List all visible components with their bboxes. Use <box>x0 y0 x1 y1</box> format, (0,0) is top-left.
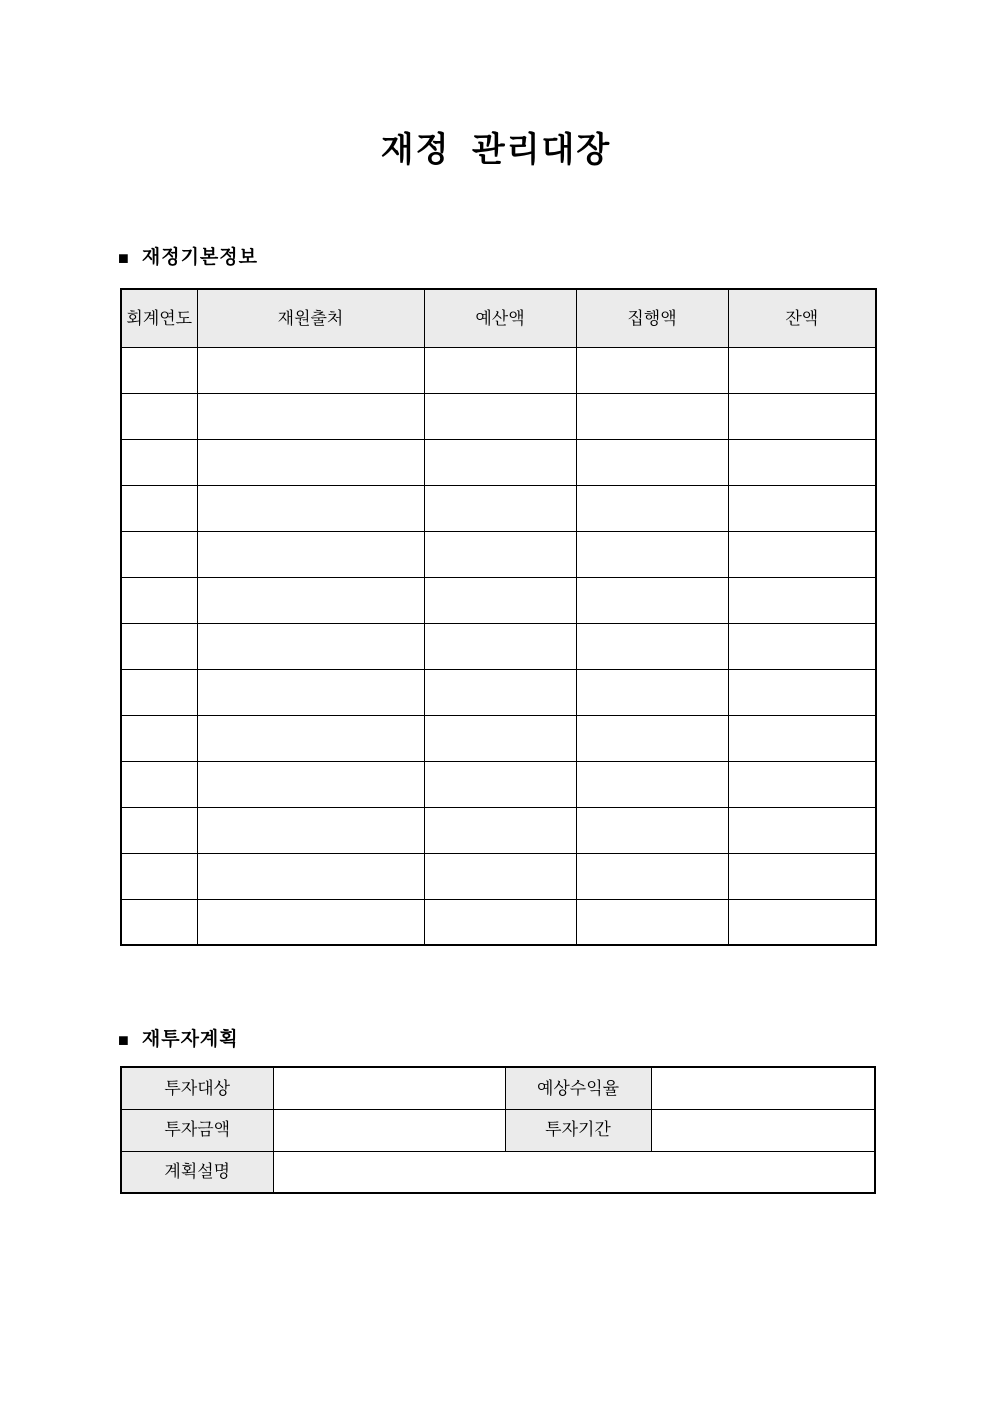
table-cell <box>197 393 424 439</box>
table-cell <box>121 715 197 761</box>
field-label-plan-description: 계획설명 <box>121 1151 273 1193</box>
section-heading-reinvestment <box>118 1027 239 1053</box>
table-cell <box>576 899 728 945</box>
table-row <box>121 853 876 899</box>
column-header-fund-source: 재원출처 <box>197 289 424 347</box>
column-header-fiscal-year: 회계연도 <box>121 289 197 347</box>
column-header-balance: 잔액 <box>728 289 876 347</box>
table-cell <box>121 761 197 807</box>
table-cell <box>424 393 576 439</box>
table-row <box>121 485 876 531</box>
table-row <box>121 715 876 761</box>
table-cell <box>121 393 197 439</box>
basic-info-table-body <box>121 347 876 945</box>
table-row <box>121 531 876 577</box>
table-cell <box>424 715 576 761</box>
table-cell <box>121 347 197 393</box>
column-header-executed-amount: 집행액 <box>576 289 728 347</box>
table-cell <box>424 485 576 531</box>
table-cell <box>197 439 424 485</box>
field-label-investment-target: 투자대상 <box>121 1067 273 1109</box>
section-heading-reinvestment-label: 재투자계획 <box>141 1029 239 1050</box>
table-cell <box>197 577 424 623</box>
table-cell <box>576 761 728 807</box>
reinvestment-row-2 <box>121 1109 875 1151</box>
basic-info-table <box>120 288 877 946</box>
field-value-plan-description <box>273 1151 875 1193</box>
reinvestment-row-3 <box>121 1151 875 1193</box>
reinvestment-row-1 <box>121 1067 875 1109</box>
table-cell <box>121 899 197 945</box>
table-row <box>121 393 876 439</box>
table-cell <box>197 899 424 945</box>
table-cell <box>121 807 197 853</box>
table-cell <box>424 669 576 715</box>
table-cell <box>121 531 197 577</box>
table-cell <box>576 669 728 715</box>
table-cell <box>728 577 876 623</box>
table-cell <box>424 807 576 853</box>
table-cell <box>121 853 197 899</box>
table-cell <box>197 623 424 669</box>
basic-info-header-row <box>121 289 876 347</box>
table-row <box>121 807 876 853</box>
table-cell <box>197 485 424 531</box>
table-cell <box>728 669 876 715</box>
table-row <box>121 761 876 807</box>
table-cell <box>728 485 876 531</box>
table-cell <box>728 899 876 945</box>
table-cell <box>424 531 576 577</box>
field-value-investment-period <box>651 1109 875 1151</box>
section-bullet-icon: ■ <box>118 248 129 268</box>
table-row <box>121 669 876 715</box>
table-cell <box>728 393 876 439</box>
table-cell <box>576 577 728 623</box>
table-cell <box>197 347 424 393</box>
table-cell <box>197 669 424 715</box>
table-cell <box>121 485 197 531</box>
table-cell <box>728 531 876 577</box>
table-cell <box>576 531 728 577</box>
table-cell <box>728 807 876 853</box>
table-cell <box>197 531 424 577</box>
column-header-budget-amount: 예산액 <box>424 289 576 347</box>
table-cell <box>424 899 576 945</box>
table-cell <box>424 577 576 623</box>
table-cell <box>728 853 876 899</box>
field-value-expected-return-rate <box>651 1067 875 1109</box>
table-row <box>121 899 876 945</box>
table-cell <box>197 807 424 853</box>
table-cell <box>576 393 728 439</box>
table-cell <box>424 347 576 393</box>
table-cell <box>728 347 876 393</box>
table-cell <box>576 853 728 899</box>
table-cell <box>121 669 197 715</box>
table-row <box>121 623 876 669</box>
table-cell <box>576 439 728 485</box>
table-cell <box>424 439 576 485</box>
table-row <box>121 347 876 393</box>
table-cell <box>576 623 728 669</box>
field-label-expected-return-rate: 예상수익율 <box>505 1067 651 1109</box>
table-cell <box>424 761 576 807</box>
table-cell <box>424 623 576 669</box>
field-label-investment-period: 투자기간 <box>505 1109 651 1151</box>
table-cell <box>728 439 876 485</box>
section-bullet-icon: ■ <box>118 1030 129 1050</box>
table-row <box>121 439 876 485</box>
table-cell <box>197 715 424 761</box>
table-cell <box>576 347 728 393</box>
table-cell <box>197 853 424 899</box>
field-value-investment-target <box>273 1067 505 1109</box>
table-cell <box>728 715 876 761</box>
field-value-investment-amount <box>273 1109 505 1151</box>
document-title: 재정 관리대장 <box>380 131 612 169</box>
reinvestment-table <box>120 1066 876 1194</box>
table-cell <box>576 485 728 531</box>
section-heading-basic-info <box>118 245 258 271</box>
table-cell <box>121 577 197 623</box>
table-cell <box>728 761 876 807</box>
field-label-investment-amount: 투자금액 <box>121 1109 273 1151</box>
table-cell <box>728 623 876 669</box>
table-cell <box>424 853 576 899</box>
table-cell <box>197 761 424 807</box>
section-heading-basic-info-label: 재정기본정보 <box>141 247 258 268</box>
table-row <box>121 577 876 623</box>
table-cell <box>121 623 197 669</box>
table-cell <box>576 715 728 761</box>
table-cell <box>121 439 197 485</box>
table-cell <box>576 807 728 853</box>
